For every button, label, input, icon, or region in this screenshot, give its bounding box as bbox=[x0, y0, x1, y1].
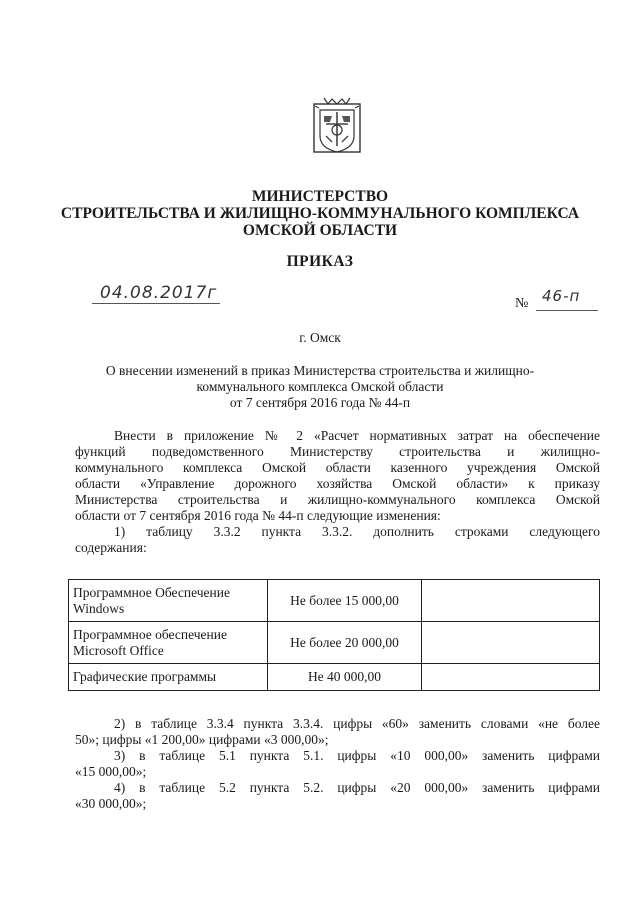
handwritten-number: 46-п bbox=[542, 287, 581, 305]
table-cell-name: Программное обеспечение Microsoft Office bbox=[69, 622, 268, 664]
intro-line: Внести в приложение № 2 «Расчет нормативных затрат на обеспечение bbox=[114, 428, 600, 443]
item-3-line-2: «15 000,00»; bbox=[75, 764, 147, 779]
item-1-line-1: 1) таблицу 3.3.2 пункта 3.3.2. дополнить строками следующего bbox=[114, 524, 600, 539]
table-cell-extra bbox=[422, 580, 600, 622]
handwritten-date: 04.08.2017г bbox=[100, 283, 218, 303]
city: г. Омск bbox=[299, 330, 341, 345]
ministry-line-2: СТРОИТЕЛЬСТВА И ЖИЛИЩНО-КОММУНАЛЬНОГО КОМПЛЕКСА bbox=[60, 205, 580, 222]
table-row bbox=[69, 664, 600, 691]
ministry-line-1: МИНИСТЕРСТВО bbox=[251, 188, 389, 205]
subject-line-3: от 7 сентября 2016 года № 44-п bbox=[229, 395, 411, 410]
number-underline bbox=[536, 310, 598, 311]
additions-table bbox=[68, 579, 600, 691]
table-cell-name: Графические программы bbox=[69, 664, 268, 691]
date-underline bbox=[92, 303, 220, 304]
item-4-line-2: «30 000,00»; bbox=[75, 796, 147, 811]
amendment-items bbox=[75, 716, 600, 812]
item-4-line-1: 4) в таблице 5.2 пункта 5.2. цифры «20 000,00» заменить цифрами bbox=[114, 780, 600, 795]
intro-paragraph bbox=[75, 428, 600, 556]
subject-line-2: коммунального комплекса Омской области bbox=[196, 379, 444, 394]
intro-line: функций подведомственного Министерству строительства и жилищно- bbox=[75, 444, 600, 459]
order-subject bbox=[40, 363, 600, 411]
ministry-line-3: ОМСКОЙ ОБЛАСТИ bbox=[242, 222, 398, 239]
table-row bbox=[69, 622, 600, 664]
intro-line: области «Управление дорожного хозяйства Омской области» к приказу bbox=[75, 476, 600, 491]
item-2-line-1: 2) в таблице 3.3.4 пункта 3.3.4. цифры «60» заменить словами «не более bbox=[114, 716, 600, 731]
table-cell-extra bbox=[422, 664, 600, 691]
table-cell-extra bbox=[422, 622, 600, 664]
table-row bbox=[69, 580, 600, 622]
table-cell-price: Не более 15 000,00 bbox=[268, 580, 422, 622]
ministry-name bbox=[40, 188, 600, 239]
table-cell-price: Не более 20 000,00 bbox=[268, 622, 422, 664]
coat-of-arms-icon bbox=[312, 96, 362, 156]
document-type-title: ПРИКАЗ bbox=[286, 253, 354, 270]
number-sign: № bbox=[515, 296, 529, 311]
item-2-line-2: 50»; цифры «1 200,00» цифрами «3 000,00»; bbox=[75, 732, 329, 747]
subject-line-1: О внесении изменений в приказ Министерства строительства и жилищно- bbox=[105, 363, 535, 378]
table-cell-name: Программное Обеспечение Windows bbox=[69, 580, 268, 622]
item-3-line-1: 3) в таблице 5.1 пункта 5.1. цифры «10 000,00» заменить цифрами bbox=[114, 748, 600, 763]
intro-line: области от 7 сентября 2016 года № 44-п следующие изменения: bbox=[75, 508, 441, 523]
intro-line: коммунального комплекса Омской области казенного учреждения Омской bbox=[75, 460, 600, 475]
intro-line: Министерства строительства и жилищно-коммунального комплекса Омской bbox=[75, 492, 600, 507]
item-1-line-2: содержания: bbox=[75, 540, 147, 555]
table-cell-price: Не 40 000,00 bbox=[268, 664, 422, 691]
